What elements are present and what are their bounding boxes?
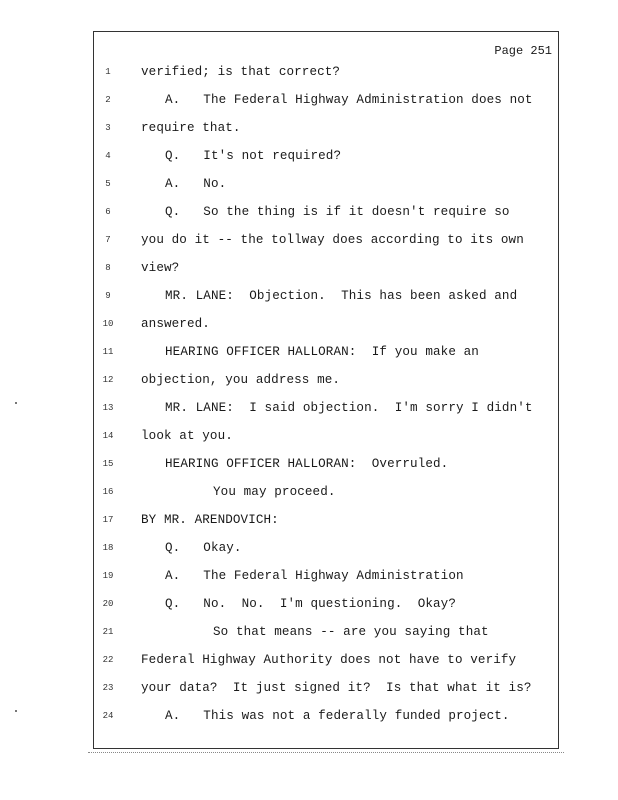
scan-speck xyxy=(15,402,17,404)
transcript-line xyxy=(94,597,560,617)
line-text: require that. xyxy=(141,121,241,135)
line-text: view? xyxy=(141,261,180,275)
transcript-line xyxy=(94,317,560,337)
line-text: HEARING OFFICER HALLORAN: Overruled. xyxy=(165,457,449,471)
line-number: 23 xyxy=(102,683,114,693)
line-number: 12 xyxy=(102,375,114,385)
line-text: Q. Okay. xyxy=(165,541,242,555)
line-number: 10 xyxy=(102,319,114,329)
line-number: 24 xyxy=(102,711,114,721)
line-number: 6 xyxy=(105,207,111,217)
transcript-line xyxy=(94,177,560,197)
line-text: A. The Federal Highway Administration does not xyxy=(165,93,533,107)
transcript-line xyxy=(94,513,560,533)
line-number: 18 xyxy=(102,543,114,553)
scan-speck xyxy=(15,710,17,712)
line-number: 1 xyxy=(105,67,111,77)
line-text: Q. It's not required? xyxy=(165,149,342,163)
transcript-line xyxy=(94,709,560,729)
transcript-line xyxy=(94,373,560,393)
line-text: So that means -- are you saying that xyxy=(213,625,489,639)
line-number: 16 xyxy=(102,487,114,497)
transcript-line xyxy=(94,93,560,113)
transcript-line xyxy=(94,289,560,309)
line-number: 15 xyxy=(102,459,114,469)
line-text: Federal Highway Authority does not have to verify xyxy=(141,653,517,667)
line-number: 17 xyxy=(102,515,114,525)
bottom-rule xyxy=(88,752,564,753)
transcript-line xyxy=(94,149,560,169)
line-number: 21 xyxy=(102,627,114,637)
transcript-line xyxy=(94,121,560,141)
line-number: 2 xyxy=(105,95,111,105)
line-text: MR. LANE: Objection. This has been asked and xyxy=(165,289,518,303)
line-number: 5 xyxy=(105,179,111,189)
transcript-line xyxy=(94,205,560,225)
line-number: 13 xyxy=(102,403,114,413)
line-number: 4 xyxy=(105,151,111,161)
transcript-line xyxy=(94,429,560,449)
transcript-line xyxy=(94,485,560,505)
line-number: 3 xyxy=(105,123,111,133)
line-text: MR. LANE: I said objection. I'm sorry I didn't xyxy=(165,401,533,415)
transcript-line xyxy=(94,625,560,645)
transcript-line xyxy=(94,261,560,281)
line-number: 11 xyxy=(102,347,114,357)
transcript-line xyxy=(94,65,560,85)
transcript-line xyxy=(94,681,560,701)
line-text: your data? It just signed it? Is that what it is? xyxy=(141,681,532,695)
line-number: 20 xyxy=(102,599,114,609)
line-number: 22 xyxy=(102,655,114,665)
line-number: 19 xyxy=(102,571,114,581)
line-number: 7 xyxy=(105,235,111,245)
line-text: A. No. xyxy=(165,177,227,191)
line-text: look at you. xyxy=(141,429,233,443)
transcript-line xyxy=(94,653,560,673)
line-text: A. This was not a federally funded project. xyxy=(165,709,510,723)
line-text: you do it -- the tollway does according to its own xyxy=(141,233,524,247)
line-number: 9 xyxy=(105,291,111,301)
line-text: HEARING OFFICER HALLORAN: If you make an xyxy=(165,345,479,359)
transcript-line xyxy=(94,401,560,421)
line-text: BY MR. ARENDOVICH: xyxy=(141,513,279,527)
line-text: answered. xyxy=(141,317,210,331)
line-text: Q. No. No. I'm questioning. Okay? xyxy=(165,597,456,611)
line-text: verified; is that correct? xyxy=(141,65,341,79)
transcript-line xyxy=(94,345,560,365)
page-number: Page 251 xyxy=(494,44,552,58)
line-number: 14 xyxy=(102,431,114,441)
line-text: objection, you address me. xyxy=(141,373,341,387)
transcript-line xyxy=(94,457,560,477)
transcript-line xyxy=(94,541,560,561)
line-text: Q. So the thing is if it doesn't require so xyxy=(165,205,510,219)
line-text: A. The Federal Highway Administration xyxy=(165,569,464,583)
line-number: 8 xyxy=(105,263,111,273)
transcript-page xyxy=(93,31,559,749)
transcript-line xyxy=(94,233,560,253)
transcript-line xyxy=(94,569,560,589)
line-text: You may proceed. xyxy=(213,485,336,499)
